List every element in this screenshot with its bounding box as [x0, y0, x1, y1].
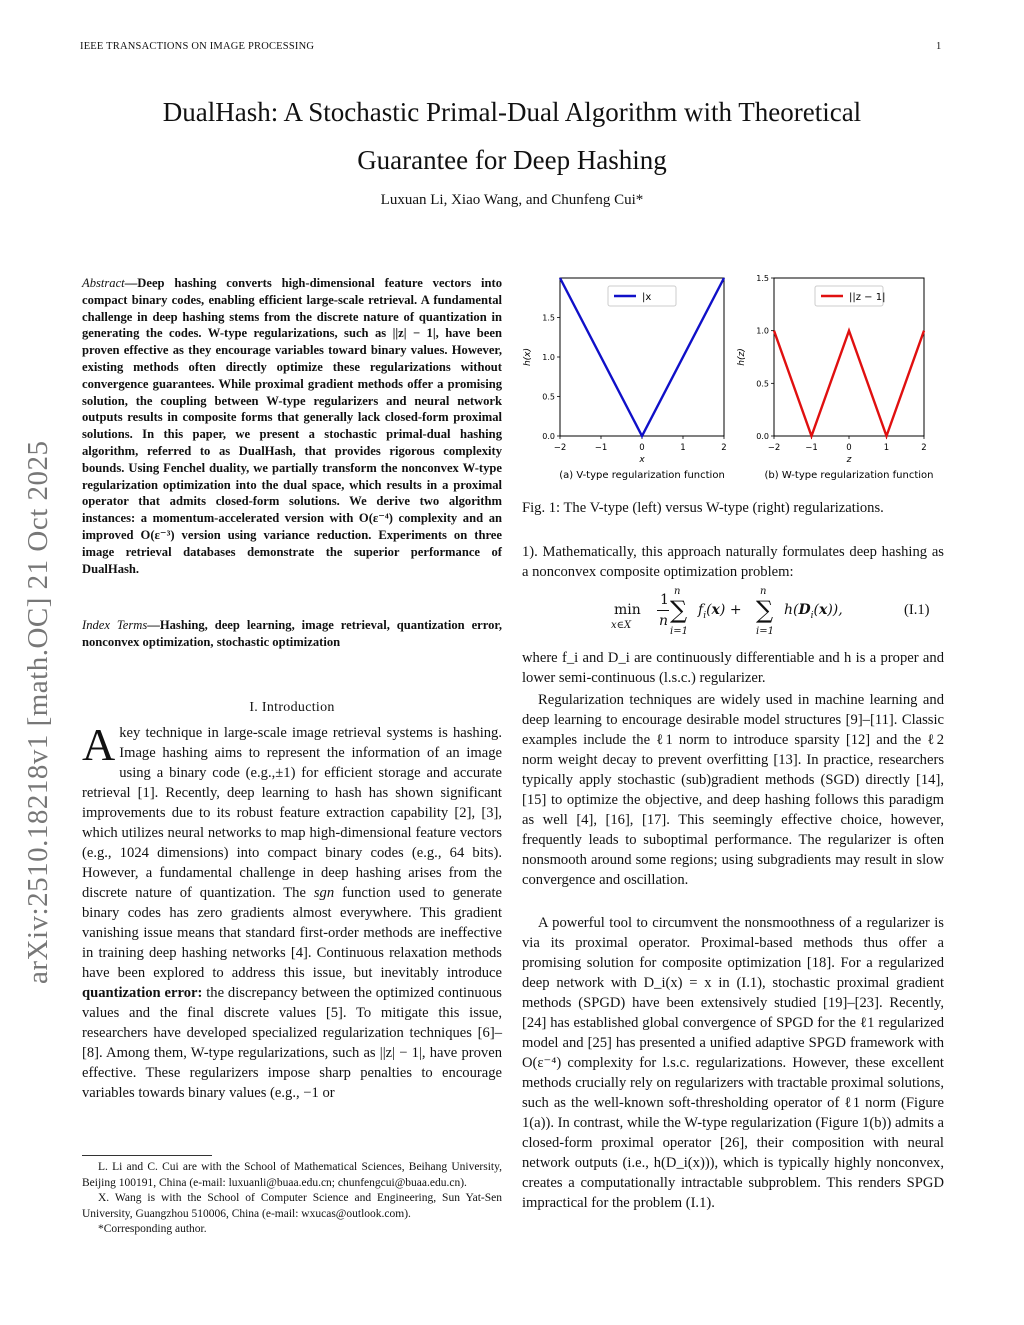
drop-cap: A [82, 719, 116, 770]
title-line-1: DualHash: A Stochastic Primal-Dual Algorithm with Theoretical [162, 97, 862, 127]
eq-sum1-bot: i=1 [670, 626, 688, 637]
page-number: 1 [936, 41, 942, 52]
paragraph-proximal: A powerful tool to circumvent the nonsmoothness of a regularizer is via its proximal operator. Proximal-based methods thus offer a promising solution for composite optimization [18]. For a regularized deep network with D_i(x) = x in (I.1), stochastic proximal gradient methods (SPGD) have been extensively studied [19]–[23]. Recently, [24] has established global convergence of SPGD for the ℓ1 regularized model and [25] has presented a unified adaptive SPGD framework with O(ε⁻⁴) complexity for l.s.c. regularizations. However, these excellent methods crucially rely on regularizers with tractable proximal solutions, such as the well-known soft-thresholding operator of ℓ1 norm (Figure 1(a)). In contrast, while the W-type regularization (Figure 1(b)) admits a closed-form proximal operator [26], their composition with neural network outputs (i.e., h(D_i(x))), which is typically highly nonconvex, creates a computationally intractable subproblem. This renders SPGD impractical for the problem (I.1). [522, 915, 944, 1211]
x-tick-label: −1 [594, 443, 608, 453]
y-tick-label: 1.5 [542, 313, 555, 323]
eq-sum2-bot: i=1 [756, 626, 774, 637]
paragraph-where: where f_i and D_i are continuously differentiable and h is a proper and lower semi-continuous (l.s.c.) regularizer. [522, 650, 944, 686]
author-list: Luxuan Li, Xiao Wang, and Chunfeng Cui* [380, 192, 644, 208]
y-tick-label: 0.5 [756, 379, 769, 389]
x-tick-label: −1 [805, 443, 818, 453]
subcaption-b: (b) W-type regularization function [764, 470, 934, 481]
x-tick-label: −2 [553, 443, 567, 453]
section-heading: I. Introduction [249, 700, 335, 715]
y-tick-label: 0.0 [756, 432, 769, 441]
title-line-2: Guarantee for Deep Hashing [357, 145, 667, 175]
x-tick-label: −2 [767, 443, 781, 453]
journal-header: IEEE TRANSACTIONS ON IMAGE PROCESSING [80, 41, 315, 52]
figure-1 [518, 268, 948, 490]
x-tick-label: 2 [721, 443, 727, 453]
equation-i1 [608, 588, 944, 644]
y-axis-label-b: h(z) [737, 348, 747, 366]
intro-text-2: function used to generate binary codes has zero gradients almost everywhere. This gradient vanishing issue means that standard first-order methods are ineffective in training deep hashing networks [4]. Continuous relaxation methods have been explored to address this issue, but inevitably introduce [82, 885, 503, 981]
footnote-rule [82, 1155, 212, 1156]
eq-sum2: ∑ [756, 596, 774, 624]
eq-term2: $h(D_i(x))$, [784, 602, 843, 621]
plot-w-type [737, 274, 934, 481]
eq-sum2-top: n [760, 586, 767, 597]
footnote-affiliation-1: L. Li and C. Cui are with the School of Mathematical Sciences, Beihang University, Beijing 100191, China (e-mail: luxuanli@buaa.edu.cn; chunfengcui@buaa.edu.cn). [82, 1161, 502, 1189]
y-tick-label: 1.5 [756, 274, 769, 283]
intro-text-3: the discrepancy between the optimized continuous values and the final discrete values [5]. To mitigate this issue, researchers have developed specialized regularization techniques [6]–[8]. Among them, W-type regularizations, such as ||z| − 1|, have proven effective. These regularizers impose sharp penalties to encourage variables towards binary values (e.g., −1 or [82, 985, 502, 1101]
x-tick-label: 1 [883, 443, 890, 453]
footnotes [82, 1160, 502, 1238]
eq-term1: $f_i(x)$ + [698, 602, 742, 621]
legend-label-b: ||z − 1| [849, 292, 886, 303]
x-axis-label-b: z [846, 455, 852, 465]
eq-frac-den: n [659, 613, 669, 629]
y-tick-label: 1.0 [542, 353, 555, 362]
eq-frac-num: 1 [660, 592, 669, 608]
index-terms-text: —Hashing, deep learning, image retrieval, quantization error, nonconvex optimization, stochastic optimization [82, 618, 502, 649]
sgn-term: sgn [313, 885, 335, 901]
y-tick-label: 0.5 [542, 392, 555, 402]
paragraph-formulation: 1). Mathematically, this approach naturally formulates deep hashing as a nonconvex composite optimization problem: [522, 544, 944, 580]
y-tick-label: 0.0 [542, 432, 555, 441]
x-tick-label: 2 [921, 443, 927, 453]
x-tick-label: 0 [846, 443, 852, 453]
abstract [82, 275, 502, 577]
abstract-label: Abstract [82, 276, 125, 290]
abstract-text: —Deep hashing converts high-dimensional feature vectors into compact binary codes, enabling efficient large-scale retrieval. A fundamental challenge in deep hashing stems from the discrete nature of quantization in generating the codes. W-type regularizations, such as ||z| − 1|, have been proven effective as they encourage variables toward binary values. However, existing methods often directly optimize these regularizations without convergence guarantees. While proximal gradient methods offer a promising solution, the coupling between W-type regularizers and neural network outputs results in composite forms that generally lack closed-form proximal solutions. In this paper, we present a stochastic primal-dual hashing algorithm, referred to as DualHash, that provides rigorous complexity bounds. Using Fenchel duality, we partially transform the nonconvex W-type regularization optimization into the dual space, which results in a proximal operator that admits closed-form solutions. We derive two algorithm instances: a momentum-accelerated version with O(ε⁻⁴) complexity and an improved O(ε⁻³) version using variance reduction. Experiments on three image retrieval databases demonstrate the superior performance of DualHash. [82, 276, 502, 576]
legend-label-a: |x [642, 292, 652, 303]
series-line-b [774, 331, 924, 436]
eq-frac-bar [657, 610, 669, 611]
index-terms [82, 617, 502, 651]
intro-paragraph [82, 719, 503, 1103]
subcaption-a: (a) V-type regularization function [559, 470, 725, 481]
x-axis-label-a: x [639, 455, 645, 465]
eq-sum1-top: n [674, 586, 681, 597]
footnote-affiliation-2: X. Wang is with the School of Computer Science and Engineering, Sun Yat-Sen University, Guangzhou 510006, China (e-mail: wxucas@outlook.com). [82, 1192, 502, 1220]
paper-title [80, 88, 944, 184]
index-terms-label: Index Terms [82, 618, 148, 632]
eq-min-sub: x∈X [611, 620, 632, 631]
footnote-corresponding: *Corresponding author. [98, 1223, 207, 1235]
x-tick-label: 1 [680, 443, 686, 453]
y-axis-label-a: h(x) [523, 347, 533, 367]
plot-v-type [523, 278, 727, 481]
intro-text-1: key technique in large-scale image retrieval systems is hashing. Image hashing aims to represent the information of an image using a binary code (e.g.,±1) for efficient storage and accurate retrieval [1]. Recently, deep learning to hash has shown significant improvements due to its robust feature extraction capability [2], [3], which utilizes neural networks to map high-dimensional feature vectors (e.g., 1024 dimensions) into compact binary codes (e.g., 64 bits). However, a fundamental challenge in deep hashing arises from the discrete nature of quantization. The [82, 725, 502, 901]
x-tick-label: 0 [639, 443, 645, 453]
quantization-error-term: quantization error: [82, 985, 203, 1001]
y-tick-label: 1.0 [756, 326, 769, 336]
eq-sum1: ∑ [670, 596, 688, 624]
eq-min: min [614, 602, 641, 618]
figure-caption: Fig. 1: The V-type (left) versus W-type (right) regularizations. [522, 500, 884, 516]
eq-label: (I.1) [904, 602, 930, 618]
arxiv-stamp: arXiv:2510.18218v1 [math.OC] 21 Oct 2025 [22, 440, 54, 984]
paragraph-regularization: Regularization techniques are widely used in machine learning and deep learning to encourage desirable model structures [9]–[11]. Classic examples include the ℓ1 norm to introduce sparsity [12] and the ℓ2 norm weight decay to prevent overfitting [13]. In practice, researchers typically apply stochastic (sub)gradient methods (SGD) directly [14], [15] to optimize the objective, and deep hashing follows this paradigm as well [4], [16], [17]. This seemingly effective choice, however, frequently leads to suboptimal performance. The regularizer is often nonsmooth around some regions; using subgradients may result in slow convergence and oscillation. [522, 692, 944, 888]
